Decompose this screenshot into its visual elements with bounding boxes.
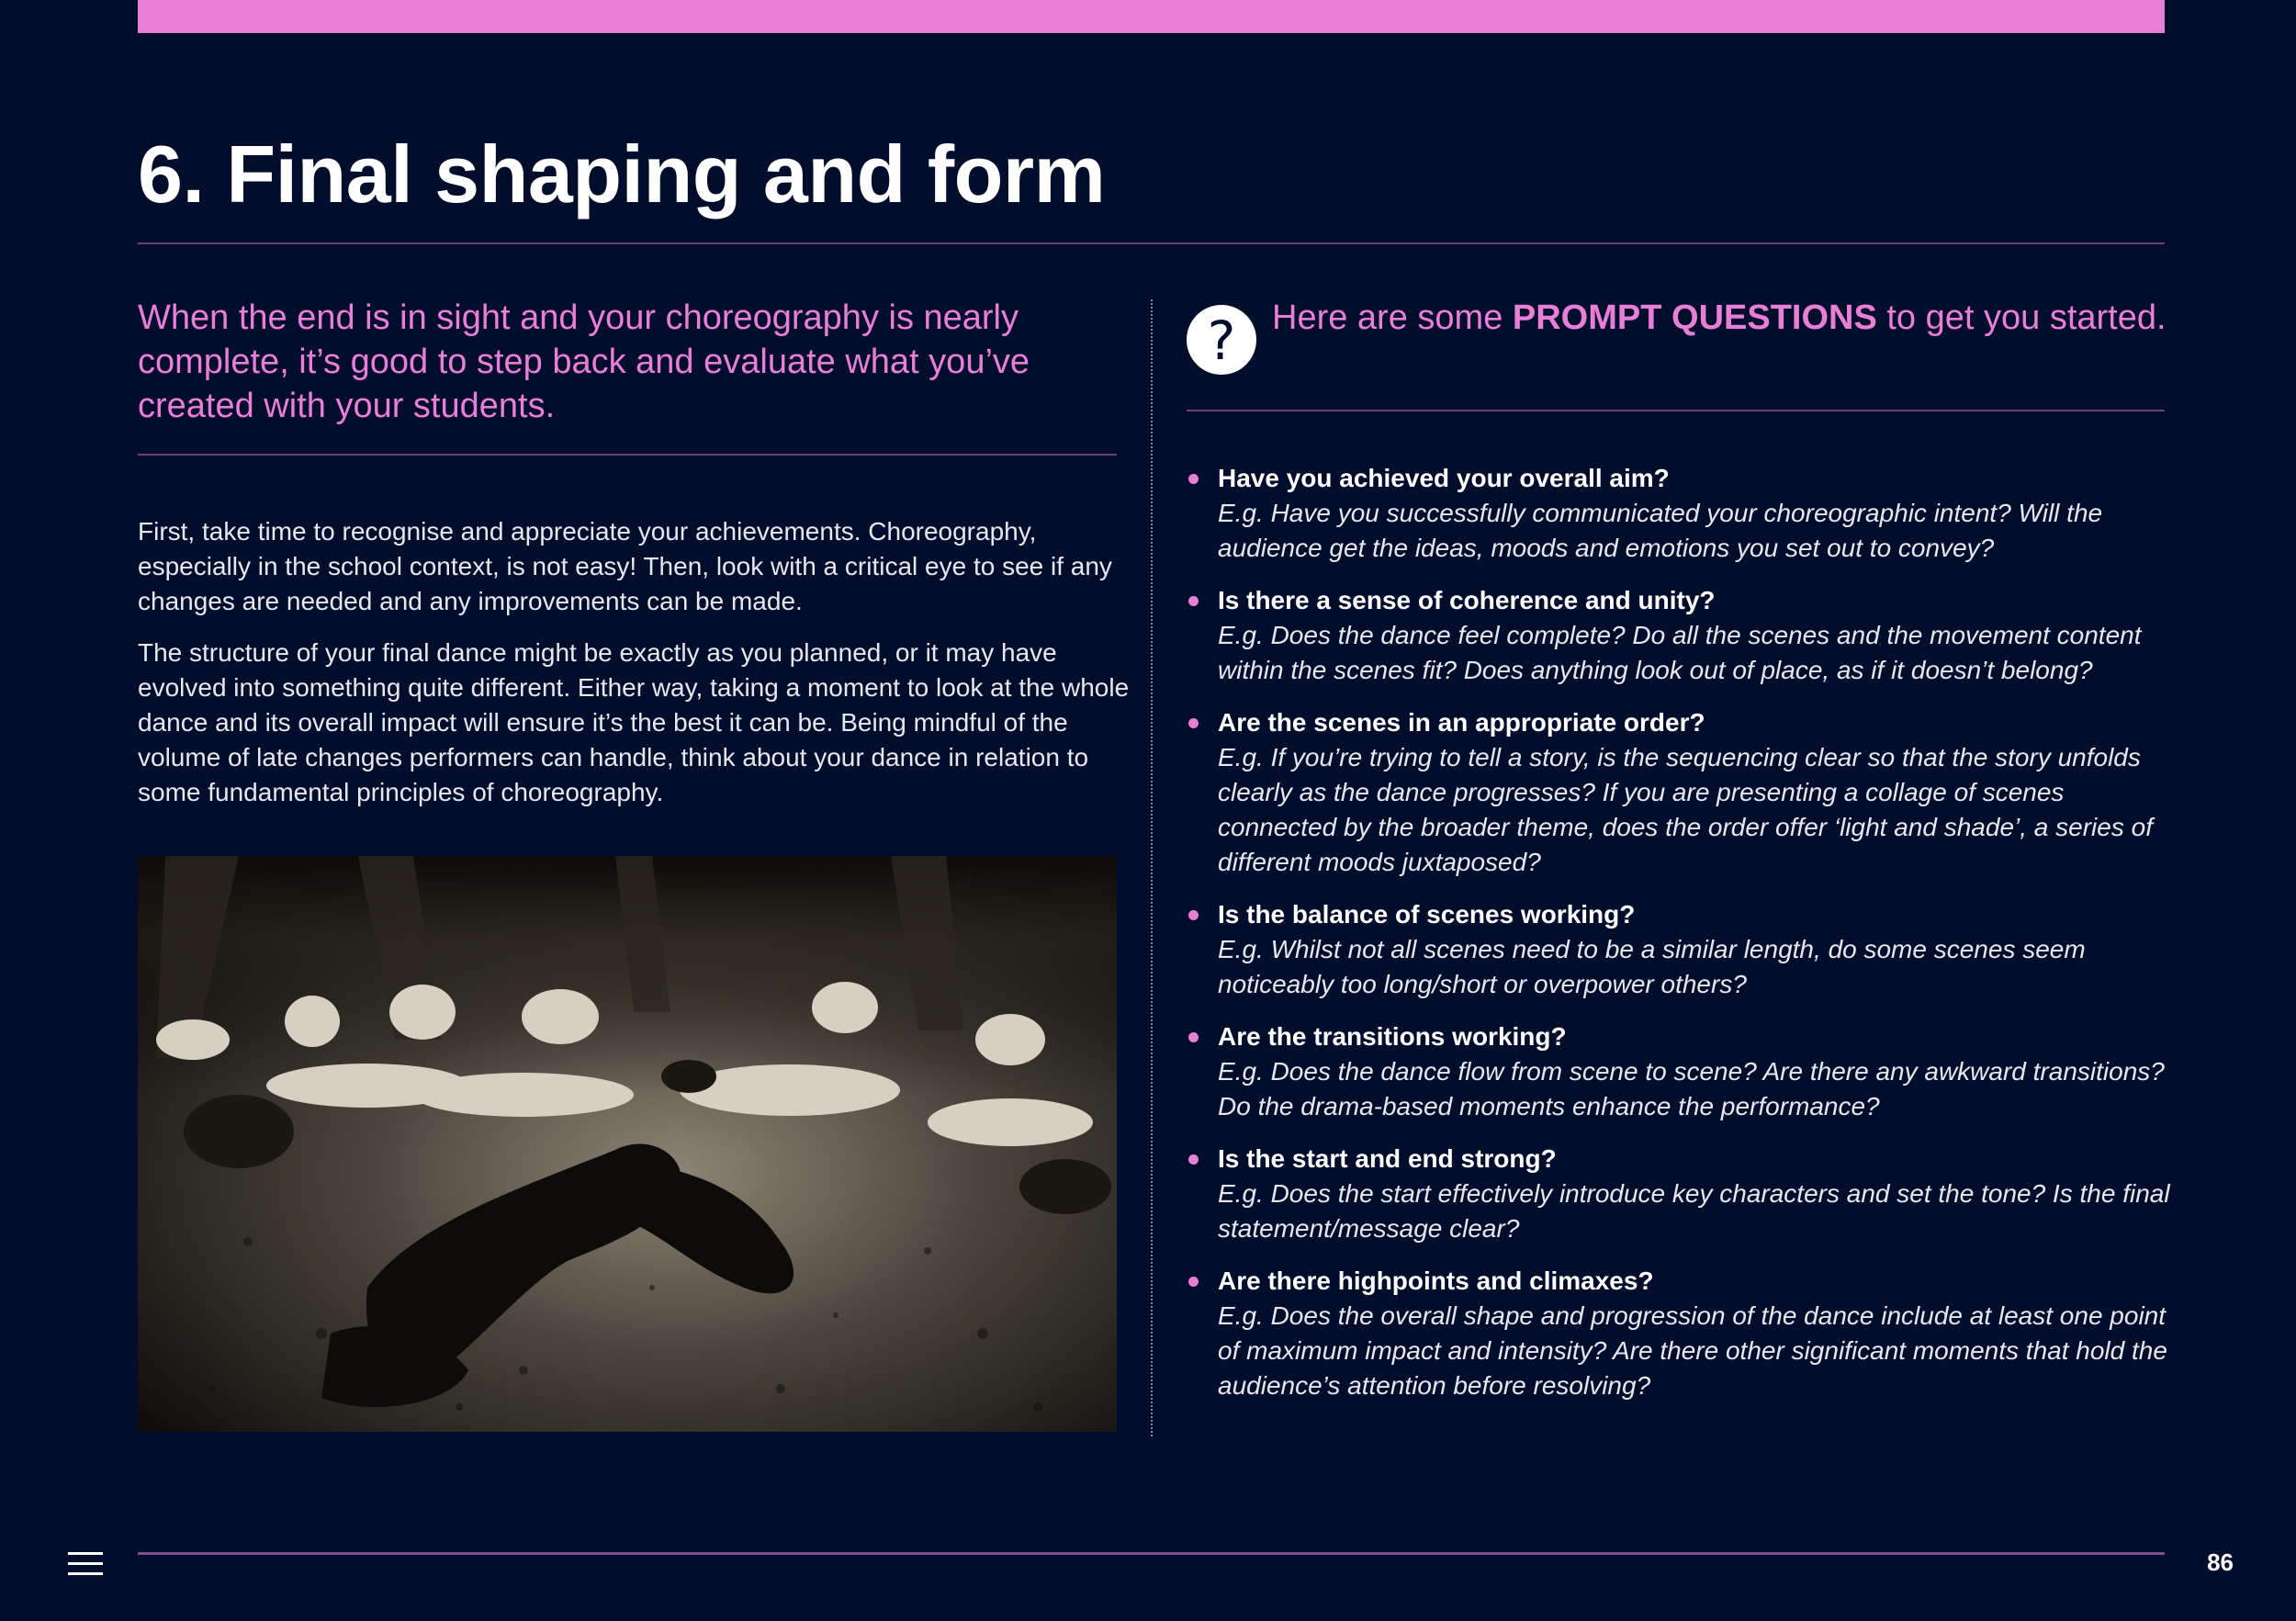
list-item [1187, 583, 2178, 688]
question-detail: E.g. Does the dance flow from scene to scene? Are there any awkward transitions? Do the drama-based moments enhance the performance? [1218, 1057, 2165, 1120]
prompt-divider [1187, 410, 2165, 411]
list-item [1187, 1142, 2178, 1246]
prompt-prefix: Here are some [1272, 298, 1513, 337]
hamburger-menu-icon[interactable] [68, 1552, 103, 1576]
body-paragraph: The structure of your final dance might be exactly as you planned, or it may have evolved into something quite different. Either way, taking a moment to look at the whole dance and its overall impact will ensure it’s the best it can be. Being mindful of the volume of late changes performers can handle, think about your dance in relation to some fundamental principles of choreography. [138, 638, 1130, 806]
question-detail: E.g. Does the overall shape and progression of the dance include at least one point of maximum impact and intensity? Are there other significant moments that hold the audience’s attention before resolving? [1218, 1301, 2167, 1400]
prompt-emphasis: PROMPT QUESTIONS [1512, 298, 1877, 337]
title-divider [138, 242, 2165, 244]
list-item [1187, 461, 2178, 566]
footer-divider [138, 1552, 2165, 1555]
intro-text: When the end is in sight and your choreography is nearly complete, it’s good to step back and evaluate what you’ve created with your students. [138, 298, 1030, 425]
prompt-question-list [1187, 461, 2178, 1421]
intro-divider [138, 454, 1117, 456]
column-divider [1151, 299, 1153, 1436]
question-heading: Are the scenes in an appropriate order? [1218, 708, 1705, 737]
question-detail: E.g. Whilst not all scenes need to be a similar length, do some scenes seem noticeably too long/short or overpower others? [1218, 935, 2086, 998]
prompt-heading [1272, 296, 2172, 340]
question-mark-icon: ? [1187, 305, 1256, 375]
body-paragraph: First, take time to recognise and appreciate your achievements. Choreography, especially in the school context, is not easy! Then, look with a critical eye to see if any changes are needed and any improvements can be made. [138, 517, 1112, 615]
list-item [1187, 705, 2178, 880]
list-item [1187, 897, 2178, 1002]
question-heading: Is there a sense of coherence and unity? [1218, 586, 1716, 614]
body-text [138, 514, 1130, 827]
question-detail: E.g. Does the start effectively introduce key characters and set the tone? Is the final statement/message clear? [1218, 1179, 2170, 1243]
page-title: 6. Final shaping and form [138, 129, 1106, 220]
question-detail: E.g. Have you successfully communicated your choreographic intent? Will the audience get the ideas, moods and emotions you set out to convey? [1218, 499, 2103, 562]
list-item [1187, 1019, 2178, 1124]
prompt-suffix: to get you started. [1876, 298, 2167, 337]
question-detail: E.g. Does the dance feel complete? Do all the scenes and the movement content within the scenes fit? Does anything look out of place, as if it doesn’t belong? [1218, 621, 2142, 684]
list-item [1187, 1264, 2178, 1403]
question-heading: Are there highpoints and climaxes? [1218, 1266, 1654, 1295]
question-heading: Is the start and end strong? [1218, 1144, 1557, 1173]
dancers-photo [138, 856, 1117, 1432]
question-heading: Are the transitions working? [1218, 1022, 1567, 1051]
question-heading: Have you achieved your overall aim? [1218, 464, 1670, 492]
top-accent-bar [138, 0, 2165, 33]
page-number: 86 [2207, 1548, 2234, 1576]
question-detail: E.g. If you’re trying to tell a story, is the sequencing clear so that the story unfolds clearly as the dance progresses? If you are presenting a collage of scenes connected by the broader theme, does the order offer ‘light and shade’, a series of different moods juxtaposed? [1218, 743, 2153, 876]
question-heading: Is the balance of scenes working? [1218, 900, 1636, 929]
